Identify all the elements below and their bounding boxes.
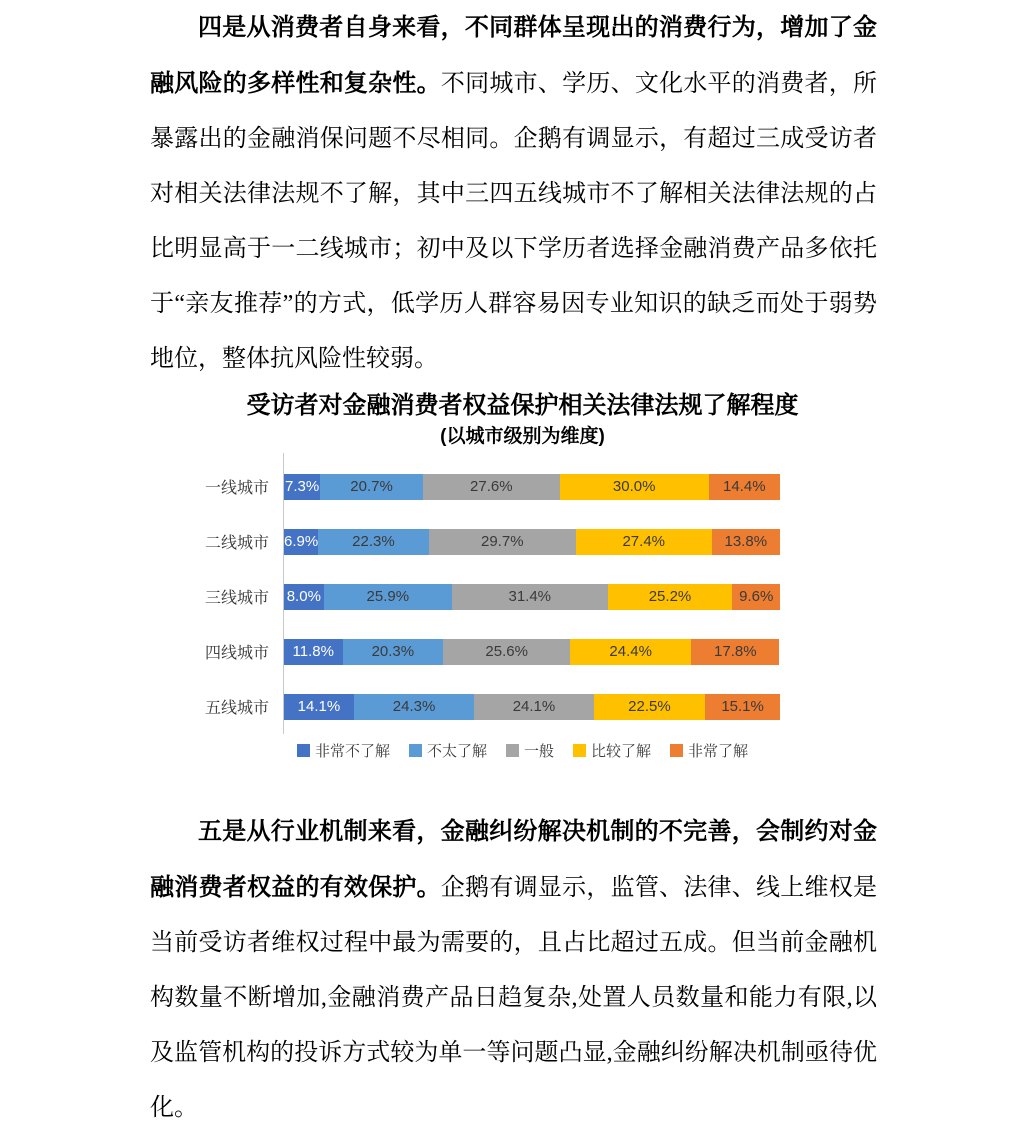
bar-value-label: 22.5% [628,698,671,715]
bar-segment [474,694,593,720]
bar-value-label: 9.6% [739,588,774,605]
legend-item [670,740,748,761]
category-label: 五线城市 [204,700,269,717]
bar-value-label: 25.2% [648,588,692,605]
bar-track [284,694,780,720]
legend-label: 非常了解 [688,742,749,760]
bar-segment [732,584,780,610]
chart-plot-area [185,459,860,734]
legend-swatch-icon [670,744,683,757]
bar-segment [709,474,780,500]
bar-segment [452,584,608,610]
bar-value-label: 14.4% [723,478,766,495]
bar-segment [705,694,780,720]
bar-track [284,639,780,665]
bar-value-label: 20.3% [371,643,415,660]
bar-segment [594,694,705,720]
bar-value-label: 14.1% [297,698,341,715]
chart-title: 受访者对金融消费者权益保护相关法律法规了解程度 [246,392,799,419]
bar-value-label: 20.7% [350,478,393,495]
bar-segment [570,639,691,665]
bar-segment [284,474,320,500]
bar-value-label: 17.8% [714,643,757,660]
bar-segment [560,474,709,500]
chart-row [185,514,860,569]
chart-legend [185,738,860,762]
bar-value-label: 13.8% [724,533,768,550]
legend-item [506,740,554,761]
bar-value-label: 29.7% [481,533,524,550]
legend-item [573,740,651,761]
paragraph-1-body: 不同城市、学历、文化水平的消费者，所暴露出的金融消保问题不尽相同。企鹅有调显示，有超过三成受访者对相关法律法规不了解，其中三四五线城市不了解相关法律法规的占比明显高于一二线城市；初中及以下学历者选择金融消费产品多依托于“亲友推荐”的方式，低学历人群容易因专业知识的缺乏而处于弱势地位，整体抗风险性较弱。 [150,71,878,372]
bar-segment [284,529,318,555]
bar-value-label: 11.8% [292,643,334,660]
category-label: 一线城市 [204,480,269,497]
paragraph-1-lead: 四是从消费者自身来看，不同群体呈现出的消费行为，增加了金融风险的多样性和复杂性。 [150,14,877,97]
bar-value-label: 7.3% [285,478,320,495]
legend-label: 比较了解 [591,742,652,760]
paragraph-2-body: 企鹅有调显示，监管、法律、线上维权是当前受访者维权过程中最为需要的，且占比超过五成。但当前金融机构数量不断增加,金融消费产品日趋复杂,处置人员数量和能力有限,以及监管机构的投诉方式较为单一等问题凸显,金融纠纷解决机制亟待优化。 [150,875,878,1121]
paragraph-1 [150,0,877,387]
chart-row [185,624,860,679]
bar-value-label: 24.3% [392,698,436,715]
legend-label: 一般 [523,742,554,760]
chart-row [185,679,860,734]
bar-segment [284,694,354,720]
bar-segment [429,529,576,555]
legend-swatch-icon [506,744,519,757]
chart-row [185,569,860,624]
paragraph-2 [150,804,877,1136]
bar-segment [608,584,733,610]
bar-value-label: 24.4% [609,643,652,660]
bar-segment [284,639,343,665]
legend-swatch-icon [573,744,586,757]
category-label: 四线城市 [204,645,269,662]
bar-value-label: 25.9% [366,588,410,605]
bar-value-label: 24.1% [512,698,556,715]
legend-label: 非常不了解 [314,742,390,760]
bar-value-label: 31.4% [508,588,552,605]
bar-segment [318,529,429,555]
bar-segment [284,584,324,610]
bar-segment [423,474,560,500]
category-label: 二线城市 [204,535,269,552]
bar-segment [324,584,452,610]
paragraph-2-lead: 五是从行业机制来看，金融纠纷解决机制的不完善，会制约对金融消费者权益的有效保护。 [150,818,877,901]
bar-track [284,474,780,500]
legend-swatch-icon [409,744,422,757]
bar-segment [320,474,423,500]
bar-value-label: 27.4% [622,533,666,550]
legend-item [409,740,487,761]
bar-track [284,584,780,610]
chart-row [185,459,860,514]
bar-value-label: 6.9% [284,533,319,550]
legend-swatch-icon [297,744,310,757]
bar-segment [354,694,474,720]
legend-item [297,740,390,761]
bar-value-label: 22.3% [352,533,395,550]
bar-segment [691,639,779,665]
category-label: 三线城市 [204,590,269,607]
bar-value-label: 15.1% [721,698,764,715]
bar-segment [343,639,444,665]
bar-value-label: 25.6% [485,643,528,660]
chart-subtitle: (以城市级别为维度) [440,426,605,447]
stacked-bar-chart [185,389,860,762]
legend-label: 不太了解 [426,742,487,760]
bar-value-label: 30.0% [612,478,656,495]
bar-segment [576,529,712,555]
bar-track [284,529,780,555]
bar-segment [712,529,780,555]
bar-value-label: 27.6% [470,478,513,495]
bar-segment [443,639,570,665]
bar-value-label: 8.0% [286,588,321,605]
